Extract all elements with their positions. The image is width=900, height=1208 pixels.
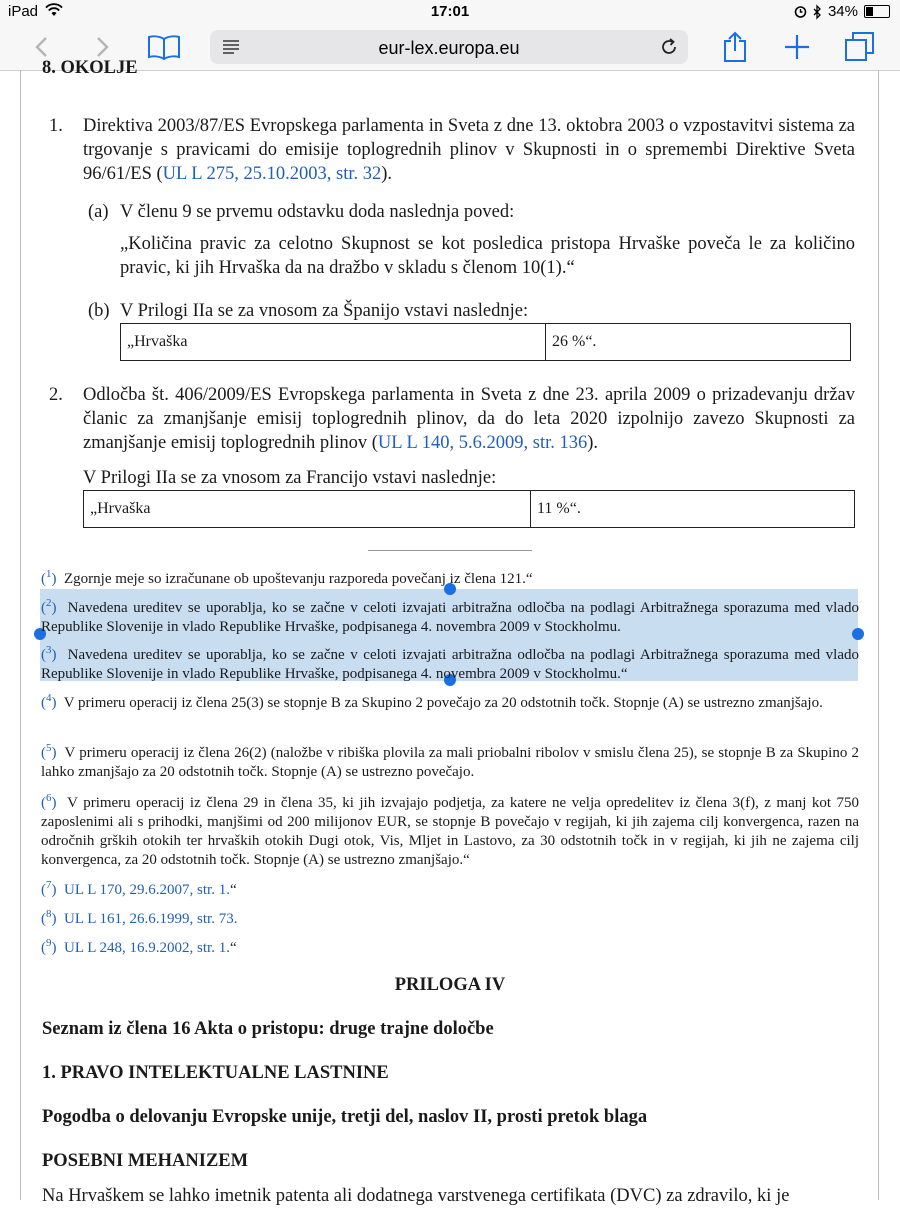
item1-a-text: V členu 9 se prvemu odstavku doda naslednja poved: (120, 202, 515, 222)
item2-text: Odločba št. 406/2009/ES Evropskega parlamenta in Sveta z dne 23. aprila 2009 o prizadevanju držav članic za zmanjšanje emisij toplogrednih plinov, da do leta 2020 izpolnijo zavezo Skupnosti za zmanjšanje emisij toplogrednih plinov (UL L 140, 5.6.2009, str. 136). (83, 385, 855, 453)
annex-treaty-heading: Pogodba o delovanju Evropske unije, tretji del, naslov II, prosti pretok blaga (42, 1107, 648, 1127)
alarm-icon (794, 5, 807, 18)
item1-table (120, 323, 851, 361)
annex-title: PRILOGA IV (394, 975, 506, 995)
footnote-2: ($^2$) Navedena ureditev se uporablja, ko se začne v celoti izvajati arbitražna odločba na podlagi Arbitražnega sporazuma med vlado Republike Slovenije in vlado Republike Hrvaške, podpisanega 4. novembra 2009 v Stockholmu. (41, 597, 860, 635)
footnote-4: ($^4$) V primeru operacij iz člena 25(3) se stopnje B za Skupino 2 povečajo za 20 odstotnih točk. Stopnje (A) se ustrezno zmanjšajo. (41, 692, 823, 711)
footnote-9-link[interactable]: UL L 248, 16.9.2002, str. 1. (64, 940, 230, 956)
table-cell-value: 26 %“. (546, 324, 851, 361)
footnote-separator (368, 550, 532, 551)
url-text: eur-lex.europa.eu (378, 38, 520, 58)
table-row (121, 324, 851, 361)
item1-b-label: (b) (88, 301, 110, 321)
footnote-9: ($^9$) UL L 248, 16.9.2002, str. 1.“ (41, 937, 237, 956)
tabs-button[interactable] (842, 30, 878, 64)
footnote-1: ($^1$) Zgornje meje so izračunane ob upoštevanju razporeda povečanj iz člena 121.“ (41, 568, 533, 587)
table-row (84, 491, 855, 528)
item1-reference-link[interactable]: UL L 275, 25.10.2003, str. 32 (162, 164, 382, 184)
page-border-left (20, 70, 21, 1200)
new-tab-button[interactable] (782, 30, 812, 64)
footnote-6: ($^6$) V primeru operacij iz člena 29 in člena 35, ki jih izvajajo podjetja, za katere ne velja opredelitev iz člena 3(f), z manj kot 750 zaposlenimi ali s prihodki, manjšimi od 200 milijonov EUR, se stopnje B povečajo v regijah, ki jih zajema cilj konvergenca, razen na odročnih grških otokih ter hrvaških otokih Dugi otok, Vis, Mljet in Lastovo, za 30 odstotnih točk in v regijah, ki jih ne zajema cilj konvergenca, za 20 odstotnih točk. Stopnje (A) se ustrezno zmanjšajo.“ (41, 792, 860, 868)
reload-icon[interactable] (660, 38, 678, 56)
table-cell-value: 11 %“. (531, 491, 855, 528)
page-border-right (878, 70, 879, 1200)
table-cell-country: „Hrvaška (121, 324, 546, 361)
address-bar[interactable] (210, 30, 688, 64)
section-heading: 8. OKOLJE (42, 58, 138, 78)
footnote-8: ($^8$) UL L 161, 26.6.1999, str. 73. (41, 908, 238, 927)
item1-a-label: (a) (88, 202, 109, 222)
tabs-icon (844, 31, 876, 63)
battery-percent: 34% (827, 3, 858, 20)
share-button[interactable] (720, 30, 750, 64)
footnote-7: ($^7$) UL L 170, 29.6.2007, str. 1.“ (41, 879, 237, 898)
annex-subtitle: Seznam iz člena 16 Akta o pristopu: druge trajne določbe (42, 1019, 494, 1039)
item1-a-quote: „Količina pravic za celotno Skupnost se kot posledica pristopa Hrvaške poveča le za količino pravic, ki jih Hrvaška da na dražbo v skladu s členom 10(1).“ (120, 234, 855, 278)
chevron-left-icon (34, 36, 48, 58)
annex-section-heading: 1. PRAVO INTELEKTUALNE LASTNINE (42, 1063, 389, 1083)
table-cell-country: „Hrvaška (84, 491, 531, 528)
page-content[interactable] (0, 58, 900, 1206)
item1-text: Direktiva 2003/87/ES Evropskega parlamenta in Sveta z dne 13. oktobra 2003 o vzpostavitvi sistema za trgovanje s pravicami do emisije toplogrednih plinov v Skupnosti in o spremembi Direktive Sveta 96/61/ES (UL L 275, 25.10.2003, str. 32). (83, 116, 855, 184)
item1-number: 1. (49, 116, 63, 136)
annex-body-text: Na Hrvaškem se lahko imetnik patenta ali dodatnega varstvenega certifikata (DVC) za zdravilo, ki je (42, 1186, 790, 1206)
item2-reference-link[interactable]: UL L 140, 5.6.2009, str. 136 (377, 433, 588, 453)
bluetooth-icon (813, 5, 822, 19)
chevron-right-icon (96, 36, 110, 58)
item1-b-text: V Prilogi IIa se za vnosom za Španijo vstavi naslednje: (120, 301, 529, 321)
bookmarks-button[interactable] (144, 30, 184, 64)
item2-number: 2. (49, 385, 63, 405)
annex-mechanism-heading: POSEBNI MEHANIZEM (42, 1151, 249, 1171)
battery-icon (864, 5, 890, 18)
clock: 17:01 (430, 3, 470, 20)
plus-icon (784, 34, 810, 60)
device-name: iPad (8, 3, 63, 20)
footnote-7-link[interactable]: UL L 170, 29.6.2007, str. 1. (64, 882, 230, 898)
book-icon (147, 34, 181, 60)
footnote-3: ($^3$) Navedena ureditev se uporablja, ko se začne v celoti izvajati arbitražna odločba na podlagi Arbitražnega sporazuma med vlado Republike Slovenije in vlado Republike Hrvaške, podpisanega 4. novembra 2009 v Stockholmu.“ (41, 644, 860, 682)
share-icon (722, 31, 748, 63)
footnote-8-link[interactable]: UL L 161, 26.6.1999, str. 73. (64, 911, 238, 927)
footnote-5: ($^5$) V primeru operacij iz člena 26(2) (naložbe v ribiška plovila za mali priobalni ribolov v smislu člena 25), se stopnje B za Skupino 2 lahko zmanjšajo za 20 odstotnih točk. Stopnje (A) se ustrezno povečajo. (41, 742, 859, 780)
item2-table (83, 490, 855, 528)
item2-sub-text: V Prilogi IIa se za vnosom za Francijo vstavi naslednje: (83, 468, 497, 488)
status-bar (0, 0, 900, 24)
